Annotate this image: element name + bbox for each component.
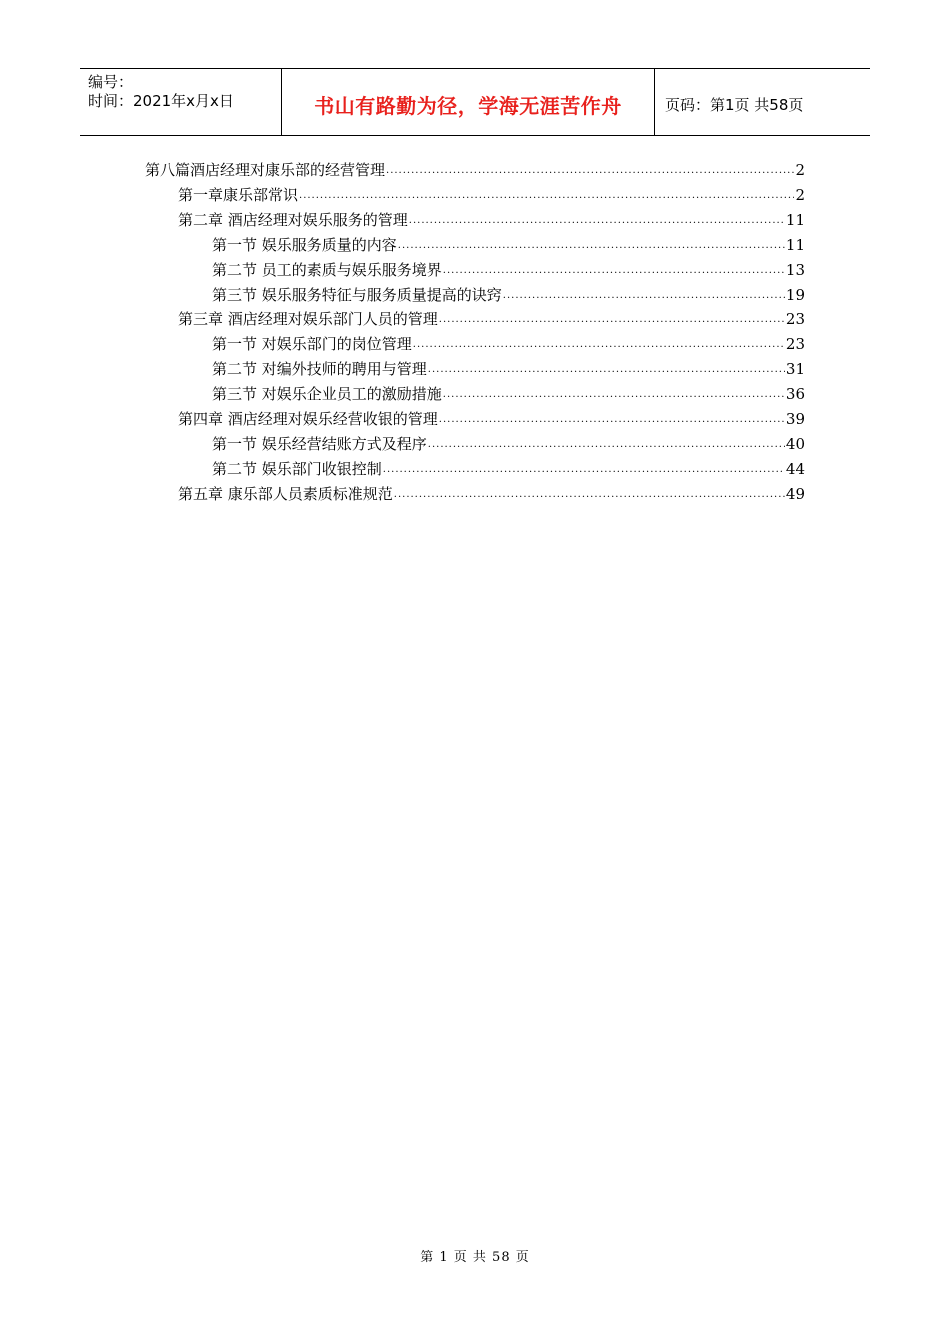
header-info-cell — [80, 69, 282, 135]
toc-entry[interactable] — [212, 384, 805, 404]
toc-entry[interactable] — [212, 334, 805, 354]
toc-dot-leader — [443, 261, 785, 281]
toc-entry-page-number: 19 — [785, 285, 805, 304]
toc-entry-title: 第二节 娱乐部门收银控制 — [212, 459, 382, 478]
toc-entry-page-number: 11 — [785, 235, 805, 254]
toc-entry[interactable] — [212, 434, 805, 454]
toc-entry-title: 第三节 娱乐服务特征与服务质量提高的诀窍 — [212, 285, 502, 304]
toc-entry-title: 第三章 酒店经理对娱乐部门人员的管理 — [178, 310, 438, 329]
toc-entry-title: 第八篇酒店经理对康乐部的经营管理 — [145, 161, 386, 179]
toc-entry[interactable] — [178, 185, 805, 205]
toc-entry-page-number: 39 — [785, 410, 805, 428]
toc-entry-page-number: 23 — [785, 335, 805, 354]
toc-entry-title: 第一节 对娱乐部门的岗位管理 — [212, 335, 412, 354]
toc-entry[interactable] — [212, 235, 805, 255]
date-text: 时间：2021年x月x日 — [88, 92, 234, 110]
toc-entry[interactable] — [178, 409, 805, 429]
page-footer: 第 1 页 共 58 页 — [420, 1250, 530, 1265]
toc-entry[interactable] — [178, 309, 805, 329]
toc-entry-title: 第五章 康乐部人员素质标准规范 — [178, 484, 393, 503]
toc-entry-page-number: 2 — [795, 161, 805, 179]
toc-entry-page-number: 11 — [785, 210, 805, 229]
toc-entry-title: 第一节 娱乐服务质量的内容 — [212, 235, 397, 254]
toc-entry-page-number: 2 — [795, 185, 805, 204]
toc-dot-leader — [398, 236, 785, 256]
toc-entry-page-number: 49 — [785, 484, 805, 503]
header-page-info: 页码：第1页 共58页 — [665, 95, 804, 114]
header-motto-cell — [282, 69, 655, 135]
toc-entry-page-number: 31 — [785, 360, 805, 379]
toc-entry-title: 第一节 娱乐经营结账方式及程序 — [212, 434, 427, 453]
toc-entry-page-number: 23 — [785, 310, 805, 329]
toc-entry-title: 第二节 对编外技师的聘用与管理 — [212, 360, 427, 379]
toc-dot-leader — [443, 385, 785, 405]
toc-dot-leader — [413, 335, 785, 355]
toc-dot-leader — [439, 310, 785, 330]
toc-entry[interactable] — [212, 285, 805, 305]
header-page-cell — [655, 69, 870, 135]
toc-entry[interactable] — [178, 484, 805, 504]
toc-dot-leader — [503, 286, 785, 306]
toc-entry-title: 第二节 员工的素质与娱乐服务境界 — [212, 260, 442, 279]
toc-entry-page-number: 13 — [785, 260, 805, 279]
toc-entry[interactable] — [212, 359, 805, 379]
toc-entry-title: 第四章 酒店经理对娱乐经营收银的管理 — [178, 410, 438, 428]
motto-text: 书山有路勤为径，学海无涯苦作舟 — [314, 93, 622, 118]
toc-dot-leader — [439, 410, 785, 430]
serial-number-label: 编号： — [88, 73, 134, 91]
toc-dot-leader — [299, 186, 794, 206]
toc-entry-title: 第一章康乐部常识 — [178, 185, 299, 204]
toc-dot-leader — [386, 161, 794, 181]
toc-entry[interactable] — [178, 210, 805, 230]
toc-dot-leader — [394, 485, 785, 505]
toc-dot-leader — [383, 460, 785, 480]
toc-dot-leader — [409, 211, 785, 231]
header-table — [80, 68, 870, 136]
toc-entry-title: 第二章 酒店经理对娱乐服务的管理 — [178, 210, 408, 229]
toc-entry[interactable] — [145, 160, 805, 180]
toc-entry-title: 第三节 对娱乐企业员工的激励措施 — [212, 385, 442, 404]
toc-entry[interactable] — [212, 459, 805, 479]
toc-entry[interactable] — [212, 260, 805, 280]
toc-dot-leader — [428, 360, 785, 380]
toc-dot-leader — [428, 435, 785, 455]
toc-entry-page-number: 40 — [785, 434, 805, 453]
toc-entry-page-number: 44 — [785, 459, 805, 478]
toc-entry-page-number: 36 — [785, 385, 805, 404]
